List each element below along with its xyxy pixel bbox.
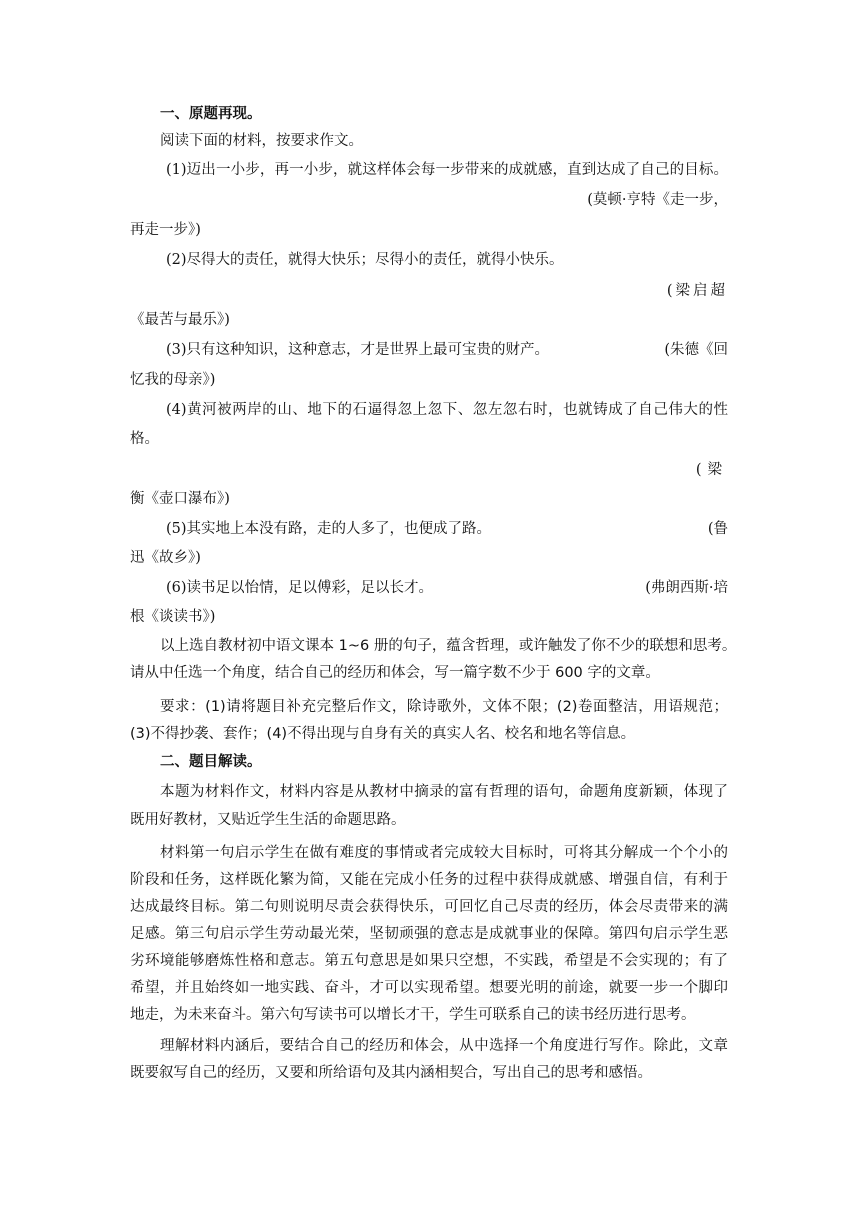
quote-2-source-cont: 《最苦与最乐》) [130, 312, 230, 328]
interpretation-p1: 本题为材料作文，材料内容是从教材中摘录的富有哲理的语句，命题角度新颖，体现了 [160, 784, 728, 800]
interpretation-p2-line6: 希望，并且始终如一地实践、奋斗，才可以实现希望。想要光明的前途，就要一步一个脚印 [130, 980, 728, 996]
requirements-cont: (3)不得抄袭、套作；(4)不得出现与自身有关的真实人名、校名和地名等信息。 [130, 726, 636, 742]
quote-2: (2)尽得大的责任，就得大快乐；尽得小的责任，就得小快乐。 [166, 252, 564, 268]
quote-1: (1)迈出一小步，再一小步，就这样体会每一步带来的成就感，直到达成了自己的目标。 [166, 162, 728, 178]
quote-1-source-cont: 再走一步》) [130, 222, 201, 238]
interpretation-p3-cont: 既要叙写自己的经历，又要和所给语句及其内涵相契合，写出自己的思考和感悟。 [130, 1065, 652, 1081]
quote-4: (4)黄河被两岸的山、地下的石逼得忽上忽下、忽左忽右时，也就铸成了自己伟大的性 [166, 402, 728, 418]
task-description: 以上选自教材初中语文课本 1~6 册的句子，蕴含哲理，或许触发了你不少的联想和思考。 [160, 638, 737, 654]
requirements: 要求：(1)请将题目补充完整后作文，除诗歌外，文体不限；(2)卷面整洁，用语规范； [160, 699, 728, 715]
section-heading-interpretation: 二、题目解读。 [160, 754, 262, 770]
interpretation-p2-line3: 达成最终目标。第二句则说明尽责会获得快乐，可回忆自己尽责的经历，体会尽责带来的满 [130, 899, 728, 915]
quote-4-cont: 格。 [130, 431, 159, 447]
interpretation-p2-line4: 足感。第三句启示学生劳动最光荣，坚韧顽强的意志是成就事业的保障。第四句启示学生恶 [130, 926, 728, 942]
interpretation-p2-line2: 阶段和任务，这样既化繁为简，又能在完成小任务的过程中获得成就感、增强自信，有利于 [130, 872, 728, 888]
interpretation-p2-line7: 地走，为未来奋斗。第六句写读书可以增长才干，学生可联系自己的读书经历进行思考。 [130, 1007, 696, 1023]
intro-line: 阅读下面的材料，按要求作文。 [160, 133, 363, 149]
quote-5-source-cont: 迅《故乡》) [130, 550, 201, 566]
quote-3-source-cont: 忆我的母亲》) [130, 372, 216, 388]
quote-5-source: (鲁 [707, 521, 728, 537]
interpretation-p2: 材料第一句启示学生在做有难度的事情或者完成较大目标时，可将其分解成一个个小的 [160, 845, 728, 861]
task-description-cont: 请从中任选一个角度，结合自己的经历和体会，写一篇字数不少于 600 字的文章。 [130, 665, 660, 681]
quote-2-source: (梁启超 [666, 283, 728, 299]
quote-1-source: (莫顿·亨特《走一步， [587, 192, 728, 208]
quote-4-source: (梁 [695, 462, 728, 478]
interpretation-p1-cont: 既用好教材，又贴近学生生活的命题思路。 [130, 812, 406, 828]
interpretation-p3: 理解材料内涵后，要结合自己的经历和体会，从中选择一个角度进行写作。除此，文章 [160, 1038, 728, 1054]
quote-6-source: (弗朗西斯·培 [645, 580, 728, 596]
interpretation-p2-line5: 劣环境能够磨炼性格和意志。第五句意思是如果只空想，不实践，希望是不会实现的；有了 [130, 953, 728, 969]
quote-6: (6)读书足以怡情，足以傅彩，足以长才。 [166, 580, 434, 596]
quote-3-source: (朱德《回 [664, 342, 728, 358]
section-heading-original-question: 一、原题再现。 [160, 106, 262, 122]
quote-6-source-cont: 根《谈读书》) [130, 609, 216, 625]
quote-4-source-cont: 衡《壶口瀑布》) [130, 491, 230, 507]
quote-3: (3)只有这种知识，这种意志，才是世界上最可宝贵的财产。 [166, 342, 550, 358]
quote-5: (5)其实地上本没有路，走的人多了，也便成了路。 [166, 521, 492, 537]
